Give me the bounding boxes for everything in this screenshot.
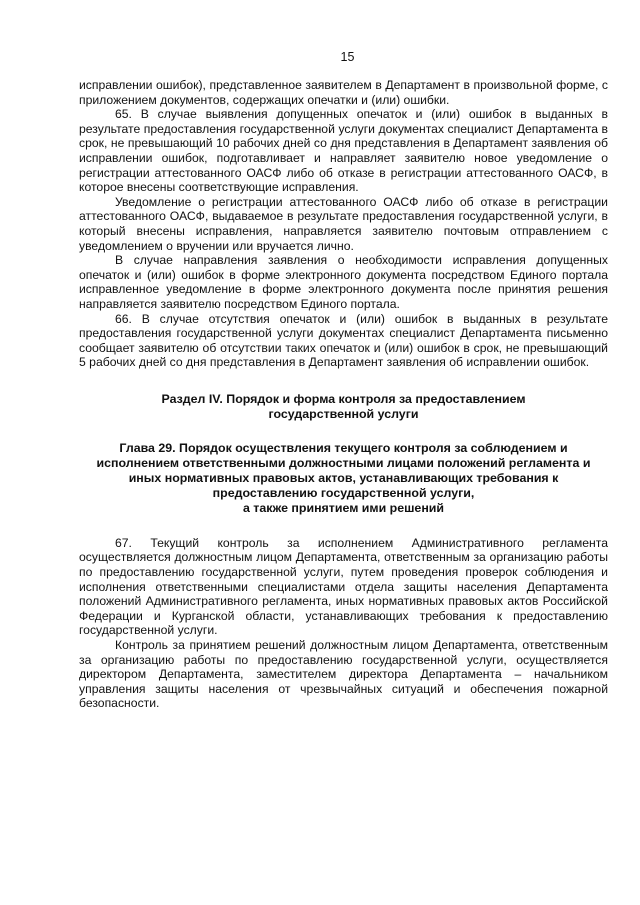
section-heading-line: государственной услуги (268, 406, 419, 421)
chapter-heading-line: исполнением ответственными должностными лицами положений регламента и (96, 455, 591, 470)
page-number: 15 (340, 50, 355, 64)
top-paragraphs (79, 78, 608, 370)
bottom-paragraphs (79, 536, 608, 711)
chapter-heading-line: Глава 29. Порядок осуществления текущего контроля за соблюдением и (119, 440, 568, 455)
chapter-heading-line: предоставлению государственной услуги, (212, 485, 475, 500)
chapter-heading (79, 441, 608, 516)
section-heading-line: Раздел IV. Порядок и форма контроля за предоставлением (161, 391, 526, 406)
paragraph-control-decisions: Контроль за принятием решений должностным лицом Департамента, ответственным за организацию работы по предоставлению государственной услуги, осуществляется директором Департамента, заместителем директора Департамента – начальником управления защиты населения от чрезвычайных ситуаций и обеспечения пожарной безопасности. (79, 638, 608, 711)
chapter-heading-line: а также принятием ими решений (242, 500, 445, 515)
paragraph-electronic-portal: В случае направления заявления о необходимости исправления допущенных опечаток и (или) ошибок в форме электронного документа посредством Единого портала исправленное уведомление в форме электронного документа после принятия решения направляется заявителю посредством Единого портала. (79, 253, 608, 311)
paragraph-65: 65. В случае выявления допущенных опечаток и (или) ошибок в выданных в результате предоставления государственной услуги документах специалист Департамента в срок, не превышающий 10 рабочих дней со дня представления в Департамент заявления об исправлении ошибок, подготавливает и направляет заявителю новое уведомление о регистрации аттестованного ОАСФ либо об отказе в регистрации аттестованного ОАСФ, в которое внесены соответствующие исправления. (79, 107, 608, 195)
section-heading (79, 392, 608, 422)
chapter-heading-line: иных нормативных правовых актов, устанавливающих требования к (128, 470, 559, 485)
paragraph-continuation: исправлении ошибок), представленное заявителем в Департамент в произвольной форме, с приложением документов, содержащих опечатки и (или) ошибки. (79, 78, 608, 107)
paragraph-66: 66. В случае отсутствия опечаток и (или) ошибок в выданных в результате предоставления государственной услуги документах специалист Департамента письменно сообщает заявителю об отсутствии таких опечаток и (или) ошибок в срок, не превышающий 5 рабочих дней со дня представления в Департамент заявления об исправлении ошибок. (79, 311, 608, 370)
paragraph-notification-corrected: Уведомление о регистрации аттестованного ОАСФ либо об отказе в регистрации аттестованного ОАСФ, выдаваемое в результате предоставления государственной услуги, в который внесены исправления, направляется заявителю почтовым отправлением с уведомлением о вручении или вручается лично. (79, 194, 608, 253)
paragraph-67: 67. Текущий контроль за исполнением Административного регламента осуществляется должностным лицом Департамента, ответственным за организацию работы по предоставлению государственной услуги, путем проведения проверок соблюдения и исполнения ответственными специалистами отдела защиты населения Департамента положений Административного регламента, иных нормативных правовых актов Российской Федерации и Курганской области, устанавливающих требования к предоставлению государственной услуги. (79, 535, 608, 638)
